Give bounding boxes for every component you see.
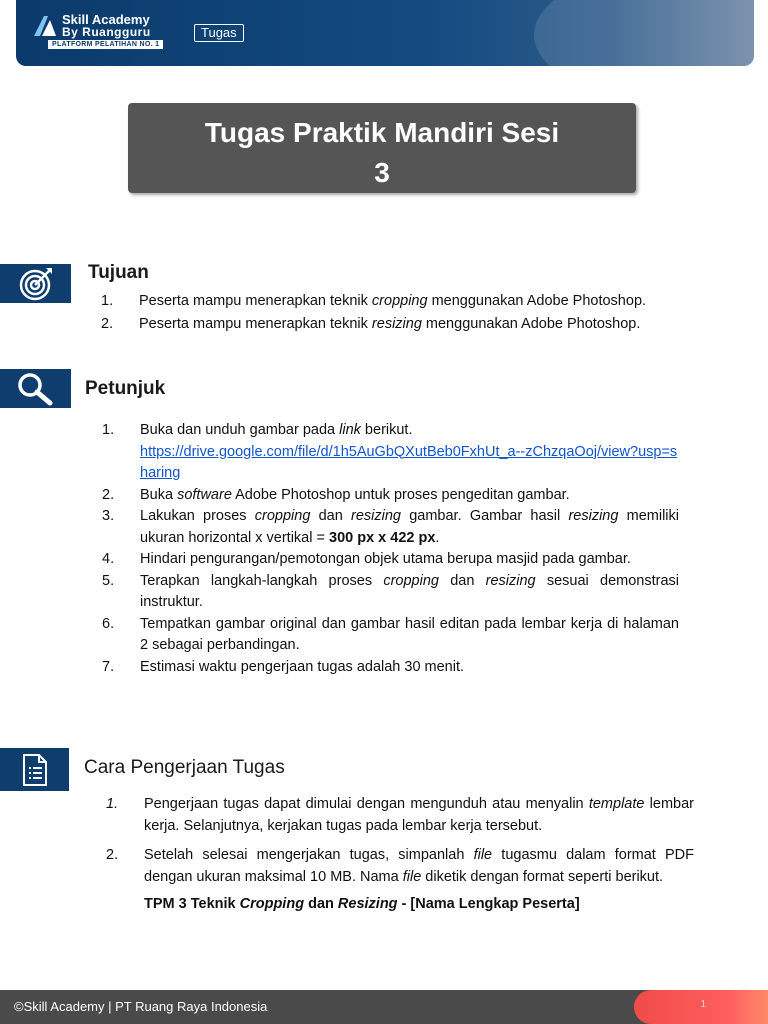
item-text: Peserta mampu menerapkan teknik (139, 293, 372, 309)
list-item (102, 657, 679, 679)
list-item (101, 291, 701, 314)
item-number: 5. (102, 572, 115, 589)
item-number: 7. (102, 658, 115, 675)
list-item (101, 314, 701, 336)
list-item (102, 485, 679, 507)
item-emphasis: cropping (371, 293, 428, 309)
document-title-line1: Tugas Praktik Mandiri Sesi (204, 117, 560, 148)
petunjuk-icon-tab (0, 369, 71, 408)
header-decoration (534, 0, 754, 66)
list-item (102, 420, 679, 485)
tujuan-heading: Tujuan (88, 262, 149, 283)
item-text: Tempatkan gambar original dan gambar hasil editan pada lembar kerja di halaman 2 sebagai perbandingan. (140, 615, 679, 653)
item-text: Estimasi waktu pengerjaan tugas adalah 30 menit. (140, 658, 465, 675)
item-emphasis: cropping (254, 508, 311, 524)
logo-subtitle: By Ruangguru (62, 25, 151, 39)
logo-title: Skill Academy (62, 12, 150, 27)
search-icon (16, 372, 56, 406)
format-text: dan (304, 896, 338, 912)
item-emphasis: file (473, 847, 493, 863)
format-emphasis: Resizing (337, 896, 398, 912)
item-text: Setelah selesai mengerjakan tugas, simpanlah (144, 847, 474, 863)
item-text: Hindari pengurangan/pemotongan objek utama berupa masjid pada gambar. (140, 551, 631, 567)
item-text: . (435, 529, 440, 546)
target-icon (18, 266, 54, 302)
item-emphasis: file (402, 868, 422, 885)
item-emphasis: software (177, 486, 232, 503)
item-number: 2. (106, 847, 119, 863)
tujuan-icon-tab (0, 264, 71, 303)
list-item (102, 571, 679, 614)
item-text: diketik dengan format seperti berikut. (421, 868, 664, 885)
item-emphasis: link (339, 422, 361, 438)
item-number: 2. (102, 486, 115, 503)
page-number: 1 (700, 999, 706, 1010)
item-number: 6. (102, 615, 115, 632)
item-text: Buka dan unduh gambar pada (140, 422, 340, 438)
document-list-icon (21, 753, 49, 787)
list-item (102, 549, 679, 571)
file-name-format (106, 894, 694, 916)
item-text: gambar. Gambar hasil (401, 508, 569, 524)
list-item (106, 845, 694, 888)
item-text: Pengerjaan tugas dapat dimulai dengan mengunduh atau menyalin (144, 796, 589, 812)
logo-tagline: PLATFORM PELATIHAN NO. 1 (48, 40, 163, 49)
item-text: menggunakan Adobe Photoshop. (421, 316, 641, 332)
item-text: Terapkan langkah-langkah proses (140, 572, 384, 589)
item-emphasis: resizing (351, 508, 401, 524)
skill-academy-logo[interactable] (32, 10, 182, 54)
item-text: Buka (140, 486, 178, 503)
item-text: memiliki ukuran horizontal x vertikal = (140, 508, 679, 546)
list-item (106, 794, 694, 837)
logo-mark-icon (32, 14, 58, 38)
cara-list (106, 794, 694, 916)
item-text: berikut. (360, 422, 413, 438)
item-number: 4. (102, 551, 115, 567)
petunjuk-list (102, 420, 679, 678)
document-title-line2: 3 (374, 157, 390, 188)
item-text: Adobe Photoshop untuk proses pengeditan gambar. (231, 486, 570, 503)
item-number: 1. (101, 293, 114, 309)
document-title-box (128, 103, 636, 193)
item-emphasis: resizing (371, 316, 422, 332)
item-emphasis: cropping (383, 572, 439, 589)
cara-heading: Cara Pengerjaan Tugas (84, 757, 285, 778)
tujuan-list (101, 291, 701, 336)
format-emphasis: Cropping (239, 896, 305, 912)
google-drive-link[interactable]: https://drive.google.com/file/d/1h5AuGbQXutBeb0FxhUt_a--zChzqaOoj/view?usp=sharing (140, 443, 678, 481)
item-text: tugasmu dalam format PDF dengan ukuran maksimal 10 MB. Nama (144, 847, 694, 885)
item-text: Lakukan proses (140, 508, 255, 524)
item-text: sesuai demonstrasi instruktur. (140, 572, 679, 610)
item-number: 1. (102, 422, 115, 438)
item-text: lembar kerja. Selanjutnya, kerjakan tugas pada lembar kerja tersebut. (144, 796, 694, 834)
item-emphasis: resizing (485, 572, 536, 589)
header-banner (16, 0, 754, 66)
list-item (102, 614, 679, 657)
dimension-value: 300 px x 422 px (329, 529, 436, 546)
item-text: menggunakan Adobe Photoshop. (427, 293, 647, 309)
item-text: dan (310, 508, 352, 524)
footer-copyright: ©Skill Academy | PT Ruang Raya Indonesia (14, 999, 268, 1014)
petunjuk-heading: Petunjuk (85, 378, 166, 399)
list-item (102, 506, 679, 549)
item-text: Peserta mampu menerapkan teknik (139, 316, 372, 332)
item-number: 3. (102, 508, 115, 524)
document-type-tag: Tugas (194, 24, 244, 42)
item-number: 1. (106, 796, 119, 812)
item-emphasis: resizing (568, 508, 619, 524)
page-footer (0, 990, 768, 1024)
cara-icon-tab (0, 748, 69, 791)
item-emphasis: template (588, 796, 645, 812)
format-text: TPM 3 Teknik (144, 896, 240, 912)
item-text: dan (438, 572, 486, 589)
format-text: - [Nama Lengkap Peserta] (397, 896, 580, 912)
item-number: 2. (101, 316, 114, 332)
